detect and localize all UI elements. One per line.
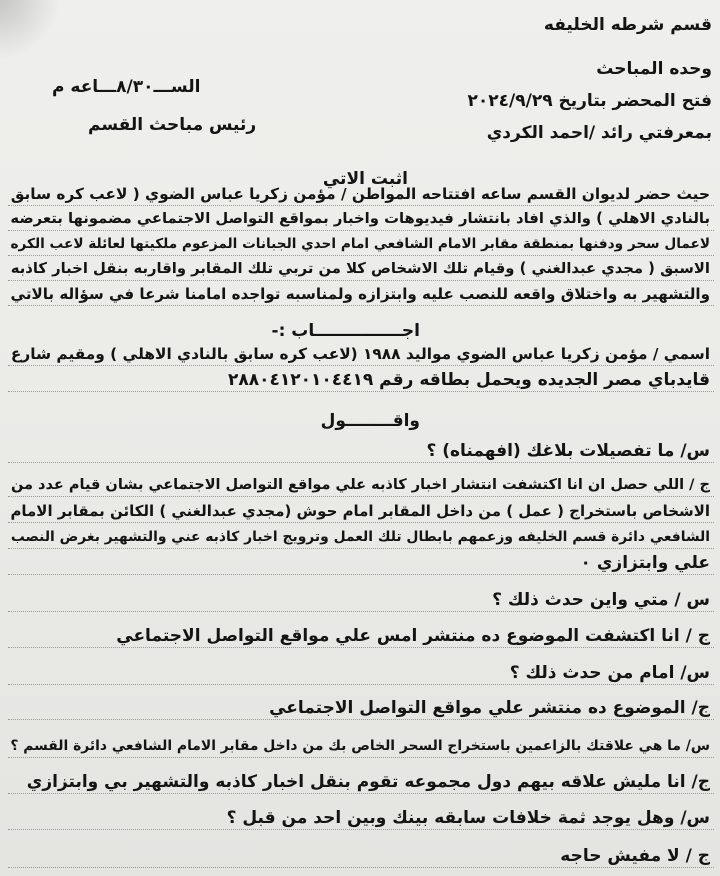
page-corner-shadow <box>0 0 60 60</box>
answer-4: ج/ انا مليش علاقه بيهم دول مجموعه تقوم بنقل اخبار كاذبه والتشهير بي وابتزازي <box>26 772 710 792</box>
question-1: س/ ما تفصيلات بلاغك (افهمناه) ؟ <box>426 441 710 461</box>
ruled-line <box>8 205 714 206</box>
answer-1-line: الشافعي دائرة قسم الخليفه وزعمهم بابطال تلك العمل وترويج اخبار كاذبه عني والتشهير بغرض النصب <box>10 529 710 545</box>
ruled-line <box>8 684 714 685</box>
answer-1-line: الاشخاص باستخراج ( عمل ) من داخل المقابر امام حوش (مجدي عبدالغني ) الكائن بمقابر الامام <box>10 502 710 520</box>
ruled-line <box>8 522 714 523</box>
answer-3: ج/ الموضوع ده منتشر علي مواقع التواصل الاجتماعي <box>269 698 710 718</box>
identity-line: قايدباي مصر الجديده ويحمل بطاقه رقم ٢٨٨٠٤١٢٠١٠٤٤١٩ <box>227 370 710 390</box>
statement-heading: واقــــــــول <box>320 411 420 431</box>
question-5: س/ وهل يوجد ثمة خلافات سابقه بينك وبين احد من قبل ؟ <box>226 808 710 828</box>
ruled-line <box>8 867 714 868</box>
department-name: قسم شرطه الخليفه <box>543 15 712 35</box>
ruled-line <box>8 255 714 256</box>
ruled-line <box>8 719 714 720</box>
answer-1-line: ج / اللي حصل ان انا اكتشفت انتشار اخبار كاذبه علي مواقع التواصل الاجتماعي بشان قيام عدد من <box>10 477 710 493</box>
ruled-line <box>8 574 714 575</box>
ruled-line <box>8 548 714 549</box>
ruled-line <box>8 305 714 306</box>
officer-name: بمعرفتي رائد /احمد الكردي <box>486 123 712 143</box>
ruled-line <box>8 462 714 463</box>
ruled-line <box>8 793 714 794</box>
question-2: س / متي واين حدث ذلك ؟ <box>492 590 710 610</box>
answer-heading: اجـــــــــــــــاب :- <box>271 321 420 341</box>
ruled-line <box>8 611 714 612</box>
intro-line: لاعمال سحر ودفنها بمنطقة مقابر الامام الشافعي امام احدي الجبانات المزعوم ملكيتها لعائلة لاعب الكره <box>10 236 710 252</box>
ruled-line <box>8 647 714 648</box>
unit-name: وحده المباحث <box>596 59 712 79</box>
ruled-line <box>8 391 714 392</box>
question-3: س/ امام من حدث ذلك ؟ <box>509 663 710 683</box>
ruled-line <box>8 365 714 366</box>
ruled-line <box>8 280 714 281</box>
identity-line: اسمي / مؤمن زكريا عباس الضوي مواليد ١٩٨٨ (لاعب كره سابق بالنادي الاهلي ) ومقيم شارع <box>10 345 710 363</box>
intro-line: بالنادي الاهلي ) والذي افاد بانتشار فيديوهات واخبار بمواقع التواصل الاجتماعي مضمونها بتعرضه <box>10 210 710 227</box>
question-4: س/ ما هي علاقتك بالزاعمين باستخراج السحر الخاص بك من داخل مقابر الامام الشافعي دائرة القسم ؟ <box>10 738 710 754</box>
section-title: اثبت الاتي <box>322 169 408 189</box>
intro-line: والتشهير به واختلاق واقعه للنصب عليه وابتزازه ولمناسبه تواجده امامنا شرعا في سؤاله بالاتي <box>10 285 710 303</box>
chief-title: رئيس مباحث القسم <box>88 115 257 135</box>
intro-line: حيث حضر لديوان القسم ساعه افتتاحه المواطن / مؤمن زكريا عباس الضوي ( لاعب كره سابق <box>10 185 710 203</box>
ruled-line <box>8 496 714 497</box>
ruled-line <box>8 230 714 231</box>
answer-2: ج / انا اكتشفت الموضوع ده منتشر امس علي مواقع التواصل الاجتماعي <box>116 626 710 646</box>
report-time: الســـ٨/٣٠ـــاعه م <box>52 77 201 97</box>
ruled-line <box>8 757 714 758</box>
intro-line: الاسبق ( مجدي عبدالغني ) وقيام تلك الاشخاص كلا من تربي تلك المقابر واقاربه بنقل اخبار كاذبه <box>10 260 710 277</box>
answer-5: ج / لا مفيش حاجه <box>560 846 710 866</box>
answer-1-line: علي وابتزازي ٠ <box>580 553 710 573</box>
opening-date: فتح المحضر بتاريخ ٢٠٢٤/٩/٢٩ <box>467 91 712 111</box>
ruled-line <box>8 829 714 830</box>
